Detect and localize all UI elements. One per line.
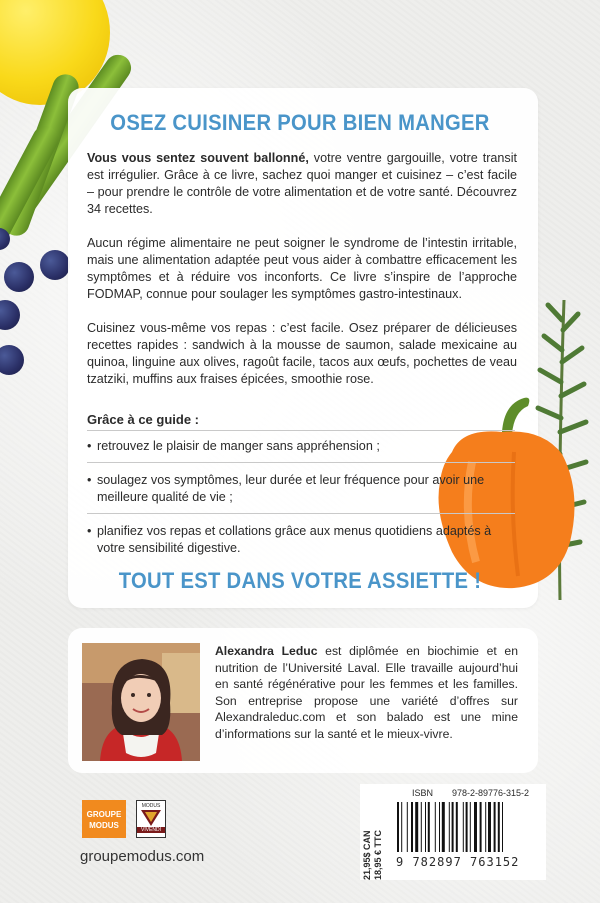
barcode-bar: [463, 802, 464, 852]
barcode-bar: [435, 802, 436, 852]
barcode-bar: [449, 802, 450, 852]
groupe-modus-logo: [82, 800, 126, 838]
green-bean-image: [0, 122, 63, 249]
barcode-bar: [466, 802, 468, 852]
tagline: TOUT EST DANS VOTRE ASSIETTE !: [118, 568, 482, 593]
barcode-bar: [494, 802, 496, 852]
barcode-bar: [407, 802, 408, 852]
bullet-icon: •: [87, 473, 92, 487]
barcode-digits: 9 782897 763152: [396, 855, 520, 869]
recipes-paragraph: Cuisinez vous-même vos repas : c’est facile. Osez préparer de délicieuses recettes rapides : sandwich à la mousse de saumon, salade mexicaine au quinoa, linguine aux olives, ragoût facile, tacos aux œufs, pochettes de veau tzatziki, muffins aux fraises épicées, smoothie rose.: [87, 321, 517, 386]
price-eur: 18,95 € TTC: [373, 829, 383, 880]
barcode-bar: [488, 802, 491, 852]
divider: [87, 513, 515, 514]
barcode-bar: [474, 802, 477, 852]
barcode-bar: [421, 802, 422, 852]
barcode-bar: [397, 802, 399, 852]
barcode: [397, 802, 542, 852]
guide-bullet-text: retrouvez le plaisir de manger sans appréhension ;: [97, 439, 380, 453]
author-name: Alexandra Leduc: [215, 644, 318, 658]
barcode-bar: [485, 802, 486, 852]
logo-text: GROUPE: [86, 810, 122, 819]
price-can: 21,95$ CAN: [362, 830, 372, 880]
divider: [87, 462, 515, 463]
blueberry-image: [40, 250, 70, 280]
divider: [87, 430, 515, 431]
barcode-bar: [411, 802, 413, 852]
guide-bullet-text: planifiez vos repas et collations grâce aux menus quotidiens adaptés à votre sensibilité digestive.: [97, 524, 492, 555]
fodmap-paragraph: Aucun régime alimentaire ne peut soigner le syndrome de l’intestin irritable, mais une alimentation adaptée peut vous aider à combattre efficacement les symptômes et à réduire vos inconforts. Ce livre s’inspire de l’approche FODMAP, connue pour soulager les symptômes gastro-intestinaux.: [87, 236, 517, 301]
isbn-label: ISBN: [412, 788, 434, 798]
modus-vivendi-logo: [136, 800, 166, 838]
author-bio-text: est diplômée en biochimie et en nutrition de l’Université Laval. Elle travaille aujourd’hui en santé régénérative pour les femmes et les familles. Son entreprise propose une variété d’offres sur Alexandraleduc.com et son balado est une mine d’informations sur la santé et le mieux-vivre.: [215, 644, 518, 741]
bullet-icon: •: [87, 524, 92, 538]
barcode-bar: [480, 802, 482, 852]
barcode-bar: [415, 802, 418, 852]
barcode-bar: [428, 802, 430, 852]
guide-title: Grâce à ce guide :: [87, 412, 199, 427]
blueberry-image: [0, 300, 20, 330]
bullet-icon: •: [87, 439, 92, 453]
blueberry-image: [0, 345, 24, 375]
price-label: [362, 830, 384, 880]
page-title: OSEZ CUISINER POUR BIEN MANGER: [110, 110, 490, 135]
barcode-bar: [452, 802, 454, 852]
logo-text: MODUS: [141, 803, 161, 809]
barcode-bar: [442, 802, 445, 852]
barcode-bar: [502, 802, 503, 852]
isbn-number: 978-2-89776-315-2: [452, 788, 530, 798]
barcode-bar: [425, 802, 426, 852]
barcode-bar: [470, 802, 471, 852]
intro-bold-text: Vous vous sentez souvent ballonné,: [87, 151, 309, 165]
barcode-bar: [498, 802, 500, 852]
author-photo: [82, 643, 200, 761]
barcode-bar: [439, 802, 440, 852]
logo-text: MODUS: [89, 821, 119, 830]
blueberry-image: [4, 262, 34, 292]
author-bio: [215, 643, 518, 742]
barcode-bar: [401, 802, 402, 852]
intro-text: votre ventre gargouille, votre transit est irrégulier. Grâce à ce livre, sachez quoi manger et cuisinez – c’est facile – pour prendre le contrôle de votre alimentation et de votre santé. Découvrez 34 recettes.: [87, 151, 517, 216]
intro-paragraph: [87, 150, 517, 218]
guide-bullet-text: soulagez vos symptômes, leur durée et leur fréquence pour avoir une meilleure qualité de vie ;: [97, 473, 485, 504]
publisher-website[interactable]: groupemodus.com: [80, 848, 205, 865]
barcode-bar: [456, 802, 458, 852]
logo-text: VIVENDI: [137, 827, 165, 833]
